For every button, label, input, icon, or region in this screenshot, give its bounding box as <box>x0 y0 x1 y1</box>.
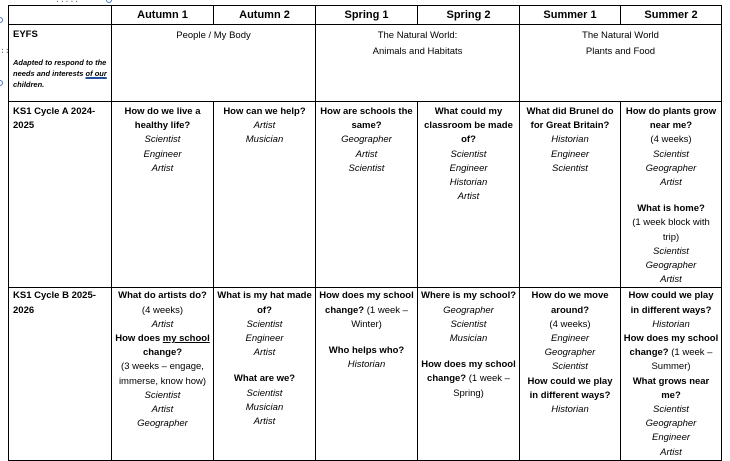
question: What do artists do? <box>118 290 207 302</box>
question: How do we move around? <box>531 290 609 316</box>
question: Who helps who? <box>328 345 405 357</box>
spacer <box>318 332 415 344</box>
question-with-duration <box>420 358 517 401</box>
header-summer-1: Summer 1 <box>520 6 621 25</box>
duration: (3 weeks – engage, immerse, know how) <box>118 361 207 387</box>
spacer <box>623 190 719 202</box>
header-autumn-1: Autumn 1 <box>112 6 214 25</box>
role: Musician <box>449 333 488 345</box>
spacer <box>216 360 313 372</box>
role: Engineer <box>651 432 691 444</box>
role: Scientist <box>653 148 689 160</box>
role: Historian <box>652 318 690 330</box>
role: Scientist <box>450 148 487 160</box>
eyfs-spring <box>316 25 520 102</box>
eyfs-label: EYFS <box>13 29 38 40</box>
cycle-b-spring-1 <box>316 288 418 460</box>
question: How do we live a healthy life? <box>124 106 201 132</box>
question: How does my school change? <box>421 359 516 385</box>
role: Geographer <box>645 418 697 430</box>
cycle-a-spring-2 <box>418 102 520 288</box>
move-dots[interactable]: :: <box>0 46 10 55</box>
role: Artist <box>660 177 682 189</box>
eyfs-spring-line1: The Natural World: <box>377 30 458 41</box>
row-handle-marker[interactable] <box>0 80 3 86</box>
column-handle-marker[interactable] <box>106 0 112 3</box>
question: What grows near me? <box>632 375 710 401</box>
question-with-duration <box>318 289 415 332</box>
cycle-a-autumn-1 <box>112 102 214 288</box>
resize-dots: ····· <box>55 0 80 6</box>
role: Scientist <box>144 389 181 401</box>
role: Artist <box>151 162 174 174</box>
table-handle-marker[interactable] <box>0 17 3 23</box>
question: What did Brunel do for Great Britain? <box>526 106 614 132</box>
role: Scientist <box>653 245 689 257</box>
role: Engineer <box>143 148 182 160</box>
role: Scientist <box>653 404 689 416</box>
question: How can we help? <box>223 106 306 117</box>
question: How do plants grow near me? <box>625 106 717 132</box>
cycle-b-autumn-1 <box>112 288 214 460</box>
cycle-b-summer-2 <box>621 288 722 460</box>
question: What could my classroom be made of? <box>424 106 513 146</box>
role: Scientist <box>144 134 181 146</box>
header-spring-1: Spring 1 <box>316 6 418 25</box>
cycle-a-autumn-2 <box>214 102 316 288</box>
role: Artist <box>660 274 682 286</box>
eyfs-summer <box>520 25 722 102</box>
role: Geographer <box>645 260 697 272</box>
cycle-a-spring-1 <box>316 102 418 288</box>
role: Geographer <box>443 304 494 316</box>
role: Scientist <box>246 318 283 330</box>
role: Historian <box>551 404 589 416</box>
role: Scientist <box>552 361 588 373</box>
role: Engineer <box>550 333 590 345</box>
cycle-b-row-header: KS1 Cycle B 2025-2026 <box>9 288 112 460</box>
spacer <box>420 346 517 358</box>
duration: (4 weeks) <box>549 318 591 330</box>
eyfs-row-header <box>9 25 112 102</box>
eyfs-autumn-topic: People / My Body <box>176 30 251 41</box>
role: Artist <box>151 404 174 416</box>
question-underlined: my school <box>162 333 210 345</box>
cycle-b-spring-2 <box>418 288 520 460</box>
question <box>114 332 211 360</box>
header-autumn-2: Autumn 2 <box>214 6 316 25</box>
eyfs-spring-line2: Animals and Habitats <box>372 46 463 57</box>
role: Musician <box>245 134 284 146</box>
header-corner <box>9 6 112 25</box>
cycle-b-autumn-2 <box>214 288 316 460</box>
role: Artist <box>253 120 276 132</box>
eyfs-note-end: children. <box>13 80 45 90</box>
question: What are we? <box>233 373 296 385</box>
eyfs-summer-line1: The Natural World <box>582 30 659 41</box>
role: Geographer <box>645 162 697 174</box>
question: How could we play in different ways? <box>527 375 613 401</box>
role: Scientist <box>246 387 283 399</box>
question: How does my school change? <box>319 290 414 316</box>
question: How could we play in different ways? <box>628 290 714 316</box>
duration: (4 weeks) <box>650 134 692 146</box>
role: Scientist <box>552 162 588 174</box>
role: Historian <box>449 177 488 189</box>
cycle-b-summer-1 <box>520 288 621 460</box>
eyfs-note <box>13 57 109 90</box>
eyfs-autumn <box>112 25 316 102</box>
cycle-a-summer-1 <box>520 102 621 288</box>
role: Geographer <box>137 418 188 430</box>
duration: (1 week –Summer) <box>651 347 713 373</box>
question-with-duration <box>623 332 719 375</box>
eyfs-note-underlined: of our <box>85 69 107 79</box>
curriculum-table <box>8 5 722 461</box>
question: How are schools the same? <box>320 106 413 132</box>
role: Scientist <box>348 162 385 174</box>
eyfs-note-text: Adapted to respond to the needs and interests <box>13 58 107 79</box>
header-row <box>9 6 722 25</box>
question-part: How does <box>115 333 163 345</box>
header-spring-2: Spring 2 <box>418 6 520 25</box>
duration: (1 week block with trip) <box>632 217 710 243</box>
cycle-a-summer-2 <box>621 102 722 288</box>
duration: (1 week – Spring) <box>453 373 510 399</box>
role: Historian <box>347 359 386 371</box>
cycle-b-row <box>9 288 722 460</box>
role: Artist <box>355 148 378 160</box>
role: Artist <box>253 416 276 428</box>
duration: (1 week – Winter) <box>351 304 408 330</box>
question: What is my hat made of? <box>217 290 312 316</box>
eyfs-summer-line2: Plants and Food <box>585 46 656 57</box>
eyfs-row <box>9 25 722 102</box>
question-part: change? <box>142 347 183 359</box>
role: Artist <box>660 446 682 458</box>
header-summer-2: Summer 2 <box>621 6 722 25</box>
role: Engineer <box>449 162 488 174</box>
role: Historian <box>551 134 589 146</box>
question: How does my school change? <box>623 333 719 359</box>
role: Engineer <box>550 148 590 160</box>
role: Geographer <box>544 347 596 359</box>
role: Artist <box>457 191 480 203</box>
role: Engineer <box>245 333 284 345</box>
role: Artist <box>253 347 276 359</box>
cycle-a-row <box>9 102 722 288</box>
question: What is home? <box>637 203 705 215</box>
role: Scientist <box>450 318 487 330</box>
duration: (4 weeks) <box>141 304 184 316</box>
cycle-a-row-header: KS1 Cycle A 2024-2025 <box>9 102 112 288</box>
question: Where is my school? <box>420 290 517 302</box>
role: Musician <box>245 401 284 413</box>
role: Artist <box>151 318 174 330</box>
role: Geographer <box>341 134 392 146</box>
